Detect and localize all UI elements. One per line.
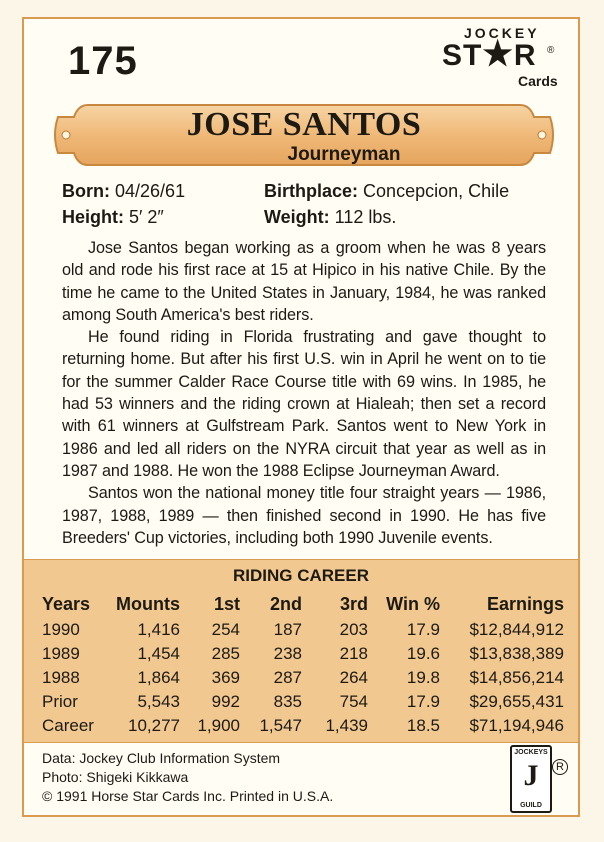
cell: $13,838,389 (469, 644, 564, 663)
cell: 835 (273, 692, 302, 711)
table-row (42, 618, 564, 642)
cell: 1,900 (197, 716, 240, 735)
data-credit: Data: Jockey Club Information System (42, 750, 281, 766)
cell: 264 (339, 668, 368, 687)
height-value: 5′ 2″ (129, 207, 164, 227)
riding-career-panel (24, 559, 578, 743)
bio-paragraph: Jose Santos began working as a groom when he was 8 years old and rode his first race at 15 at Hipico in his native Chile. By the time he came to the United States in January, 1984, he was ranked among South America's best riders. (62, 239, 546, 324)
cell: 1,864 (137, 668, 180, 687)
brand-logo (442, 25, 562, 95)
brand-star-left: ST (442, 39, 483, 72)
card-number: 175 (68, 39, 138, 83)
table-row (42, 714, 564, 738)
cell: 1,547 (259, 716, 302, 735)
col-earnings: Earnings (486, 593, 564, 614)
weight-label: Weight: (264, 207, 330, 227)
cell: $14,856,214 (469, 668, 564, 687)
career-title: RIDING CAREER (232, 566, 369, 585)
col-win-pct: Win % (386, 593, 440, 614)
cell: 1,454 (137, 644, 180, 663)
card-back (22, 17, 580, 817)
table-row (42, 642, 564, 666)
cell: $71,194,946 (469, 716, 564, 735)
player-name: JOSE SANTOS (186, 106, 422, 143)
col-third: 3rd (339, 593, 368, 614)
jockeys-guild-logo (510, 745, 552, 813)
brand-top: JOCKEY (464, 25, 540, 41)
cell: 17.9 (406, 692, 440, 711)
bio-paragraph: Santos won the national money title four straight years — 1986, 1987, 1988, 1989 — then finished second in 1990. He has five Breeders' Cup victories, including both 1990 Juvenile events. (62, 484, 546, 547)
col-second: 2nd (269, 593, 302, 614)
cell: 369 (211, 668, 240, 687)
col-first: 1st (213, 593, 240, 614)
cell: 10,277 (128, 716, 180, 735)
cell: $12,844,912 (469, 620, 564, 639)
birthplace-label: Birthplace: (264, 181, 359, 201)
registered-mark: ® (547, 45, 555, 56)
copyright: © 1991 Horse Star Cards Inc. Printed in U.S.A. (42, 788, 334, 804)
cell: 218 (339, 644, 368, 663)
cell: 18.5 (406, 716, 440, 735)
table-row (42, 690, 564, 714)
guild-bottom: GUILD (520, 802, 542, 809)
cell: 287 (273, 668, 302, 687)
cell: 285 (211, 644, 240, 663)
cell: 1,416 (137, 620, 180, 639)
cell: Career (42, 716, 94, 735)
col-years: Years (42, 593, 91, 614)
guild-top: JOCKEYS (514, 749, 548, 756)
cell: 203 (339, 620, 368, 639)
cell: 1988 (42, 668, 80, 687)
cell: 1990 (42, 620, 80, 639)
cell: 19.6 (406, 644, 440, 663)
table-row (42, 666, 564, 690)
table-header-row (42, 590, 564, 618)
credits (42, 749, 333, 806)
cell: 17.9 (406, 620, 440, 639)
star-icon: ★ (482, 35, 514, 73)
cell: 238 (273, 644, 302, 663)
photo-credit: Photo: Shigeki Kikkawa (42, 769, 189, 785)
cell: 1989 (42, 644, 80, 663)
player-role: Journeyman (287, 144, 401, 165)
name-plaque (52, 99, 556, 171)
bio-paragraph: He found riding in Florida frustrating and gave thought to returning home. But after his first U.S. win in April he went on to tie for the summer Calder Race Course title with 69 wins. In 1985, he had 53 winners and the riding crown at Hialeah; then set a record with 61 winners at Gulfstream Park. Santos went to New York in 1986 and led all riders on the NYRA circuit that year as well as in 1987 and 1988. He won the 1988 Eclipse Journeyman Award. (62, 328, 546, 480)
brand-star (442, 35, 537, 73)
height-label: Height: (62, 207, 124, 227)
weight-value: 112 lbs. (334, 207, 397, 227)
biography (62, 237, 546, 549)
cell: 254 (211, 620, 240, 639)
cell: 992 (211, 692, 240, 711)
cell: 754 (339, 692, 368, 711)
born-value: 04/26/61 (115, 181, 186, 201)
career-table (42, 590, 564, 738)
birthplace-value: Concepcion, Chile (363, 181, 510, 201)
cell: 5,543 (137, 692, 180, 711)
born-label: Born: (62, 181, 110, 201)
cell: 187 (273, 620, 302, 639)
cell: 1,439 (325, 716, 368, 735)
guild-registered-mark: R (552, 759, 568, 775)
vital-stats (62, 181, 552, 233)
cell: Prior (42, 692, 78, 711)
guild-letter: J (523, 759, 539, 792)
col-mounts: Mounts (116, 593, 180, 614)
cell: $29,655,431 (469, 692, 564, 711)
brand-star-right: R (513, 39, 537, 72)
cell: 19.8 (406, 668, 440, 687)
brand-bottom: Cards (518, 73, 558, 89)
